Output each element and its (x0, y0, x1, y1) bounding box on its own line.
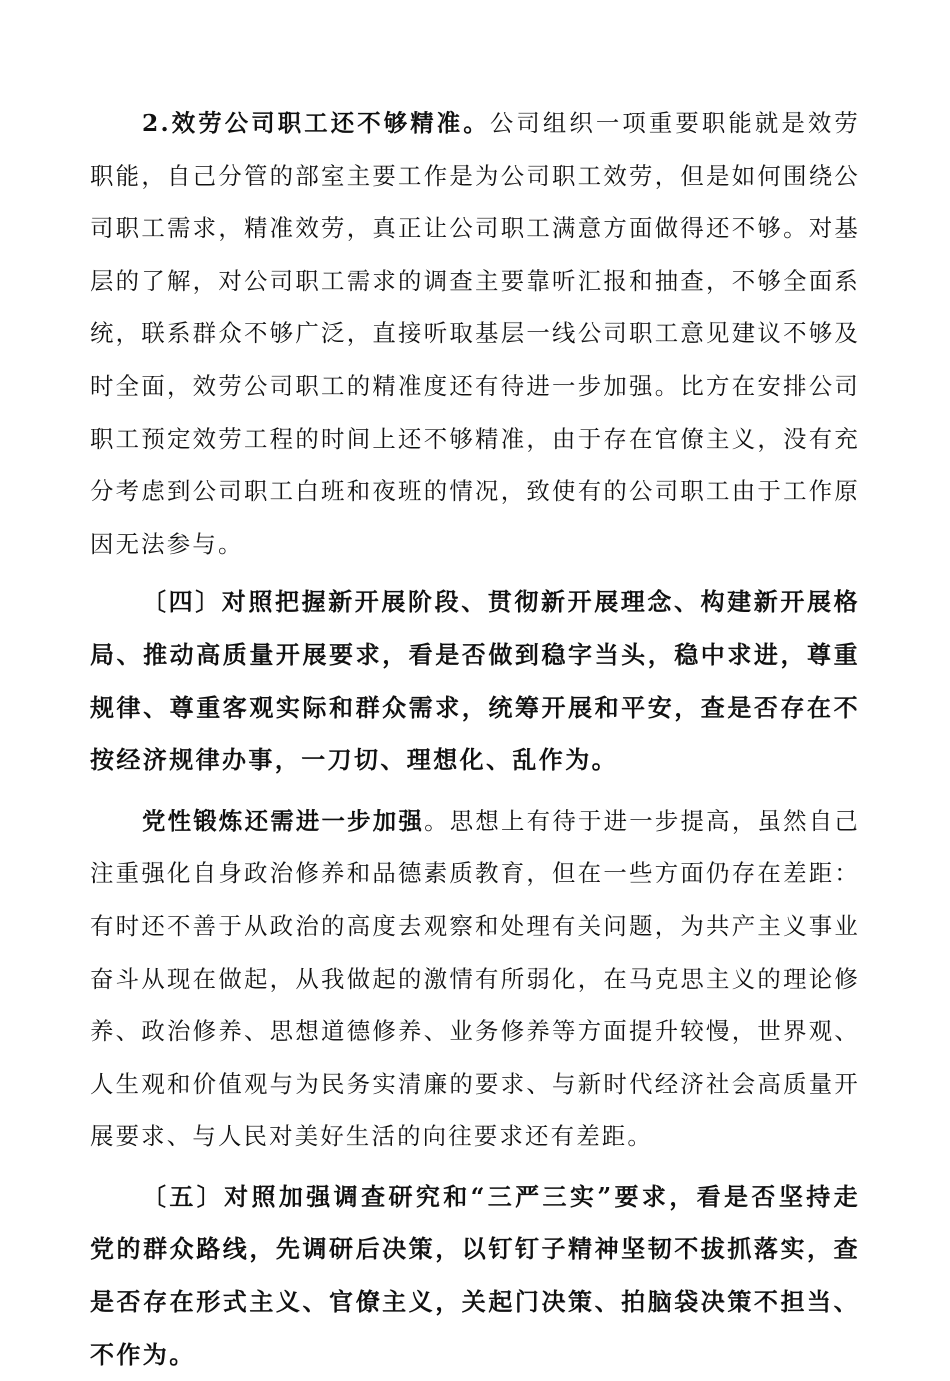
paragraph-body: 。思想上有待于进一步提高，虽然自己注重强化自身政治修养和品德素质教育，但在一些方面仍存在差距：有时还不善于从政治的高度去观察和处理有关问题，为共产主义事业奋斗从现在做起，从我做起的激情有所弱化，在马克思主义的理论修养、政治修养、思想道德修养、业务修养等方面提升较慢，世界观、人生观和价值观与为民务实清廉的要求、与新时代经济社会高质量开展要求、与人民对美好生活的向往要求还有差距。 (90, 806, 860, 1151)
section-heading-four (90, 576, 860, 786)
section-heading-text: 〔五〕对照加强调查研究和“三严三实”要求，看是否坚持走党的群众路线，先调研后决策，以钉钉子精神坚韧不拔抓落实，查是否存在形式主义、官僚主义，关起门决策、拍脑袋决策不担当、不作为。 (90, 1181, 860, 1369)
section-heading-text: 〔四〕对照把握新开展阶段、贯彻新开展理念、构建新开展格局、推动高质量开展要求，看是否做到稳字当头，稳中求进，尊重规律、尊重客观实际和群众需求，统筹开展和平安，查是否存在不按经济规律办事，一刀切、理想化、乱作为。 (90, 587, 860, 775)
paragraph-lead: 党性锻炼还需进一步加强 (142, 806, 425, 835)
paragraph-lead: 2.效劳公司职工还不够精准。 (142, 109, 490, 137)
paragraph-body: 公司组织一项重要职能就是效劳职能，自己分管的部室主要工作是为公司职工效劳，但是如何围绕公司职工需求，精准效劳，真正让公司职工满意方面做得还不够。对基层的了解，对公司职工需求的调查主要靠听汇报和抽查，不够全面系统，联系群众不够广泛，直接听取基层一线公司职工意见建议不够及时全面，效劳公司职工的精准度还有待进一步加强。比方在安排公司职工预定效劳工程的时间上还不够精准，由于存在官僚主义，没有充分考虑到公司职工白班和夜班的情况，致使有的公司职工由于工作原因无法参与。 (90, 109, 860, 558)
section-heading-five (90, 1171, 860, 1381)
paragraph-service-precision (90, 97, 860, 570)
paragraph-party-training (90, 795, 860, 1163)
